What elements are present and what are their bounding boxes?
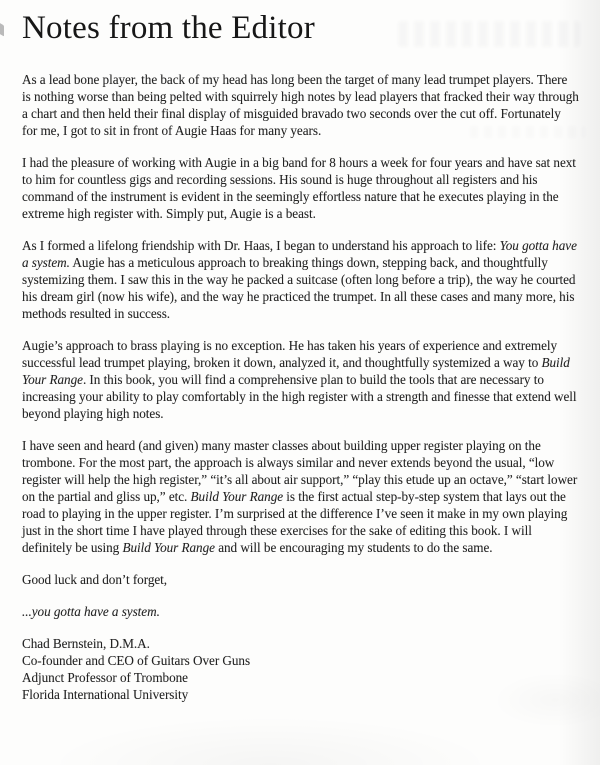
paragraph	[22, 571, 579, 588]
paragraph	[22, 237, 579, 322]
paragraph	[22, 603, 579, 620]
italic-text-run: Build Your Range	[22, 354, 570, 387]
text-run: is the first actual step-by-step system that lays out the road to playing in the upper register. I’m surprised at the difference I’ve seen it make in my own playing just in the short time I have played through these exercises for the sake of editing this book. I will definitely be using	[22, 488, 568, 555]
paragraph	[22, 71, 579, 139]
paragraph	[22, 154, 579, 222]
text-run: and will be encouraging my students to do the same.	[214, 539, 493, 555]
text-run: I have seen and heard (and given) many master classes about building upper register playing on the trombone. For the most part, the approach is always similar and never extends beyond the usual, “low register will help the high register,” “it’s all about air support,” “play this etude up an octave,” “start lower on the partial and gliss up,” etc.	[22, 437, 578, 504]
signature-line: Chad Bernstein, D.M.A.	[22, 635, 150, 651]
signature-line: Co-founder and CEO of Guitars Over Guns	[22, 652, 251, 668]
text-run: . In this book, you will find a comprehensive plan to build the tools that are necessary to increasing your ability to play comfortably in the high register with a strength and finesse that extend well beyond playing high notes.	[22, 371, 577, 421]
text-run: As a lead bone player, the back of my head has long been the target of many lead trumpet players. There is nothing worse than being pelted with squirrely high notes by lead players that fracked their way through a chart and then held their final display of misguided bravado two seconds over the cut off. Fortunately for me, I got to sit in front of Augie Haas for many years.	[22, 71, 579, 138]
scan-edge-mark	[0, 22, 4, 36]
signature-block	[22, 635, 579, 703]
text-run: Augie’s approach to brass playing is no exception. He has taken his years of experience and extremely successful lead trumpet playing, broken it down, analyzed it, and thoughtfully systemized a way to	[22, 337, 558, 370]
italic-text-run: ...you gotta have a system.	[22, 603, 160, 619]
signature-line: Florida International University	[22, 686, 189, 702]
signature-line: Adjunct Professor of Trombone	[22, 669, 188, 685]
italic-text-run: You gotta have a system.	[22, 237, 577, 270]
italic-text-run: Build Your Range	[190, 488, 284, 504]
paragraph	[22, 337, 579, 422]
editor-note-body	[22, 71, 579, 620]
text-run: Augie has a meticulous approach to breaking things down, stepping back, and thoughtfully systemizing them. I saw this in the way he packed a suitcase (often long before a trip), the way he courted his dream girl (now his wife), and the way he practiced the trumpet. In all these cases and many more, his methods resulted in success.	[22, 254, 576, 321]
paragraph	[22, 437, 579, 556]
text-run: As I formed a lifelong friendship with Dr. Haas, I began to understand his approach to life:	[22, 237, 500, 253]
page-title: Notes from the Editor	[22, 10, 315, 46]
italic-text-run: Build Your Range	[122, 539, 215, 555]
text-run: Good luck and don’t forget,	[22, 571, 168, 587]
text-run: I had the pleasure of working with Augie in a big band for 8 hours a week for four years and have sat next to him for countless gigs and recording sessions. His sound is huge throughout all registers and his command of the instrument is evident in the seemingly effortless nature that he executes playing in the extreme high register with. Simply put, Augie is a beast.	[22, 154, 576, 221]
